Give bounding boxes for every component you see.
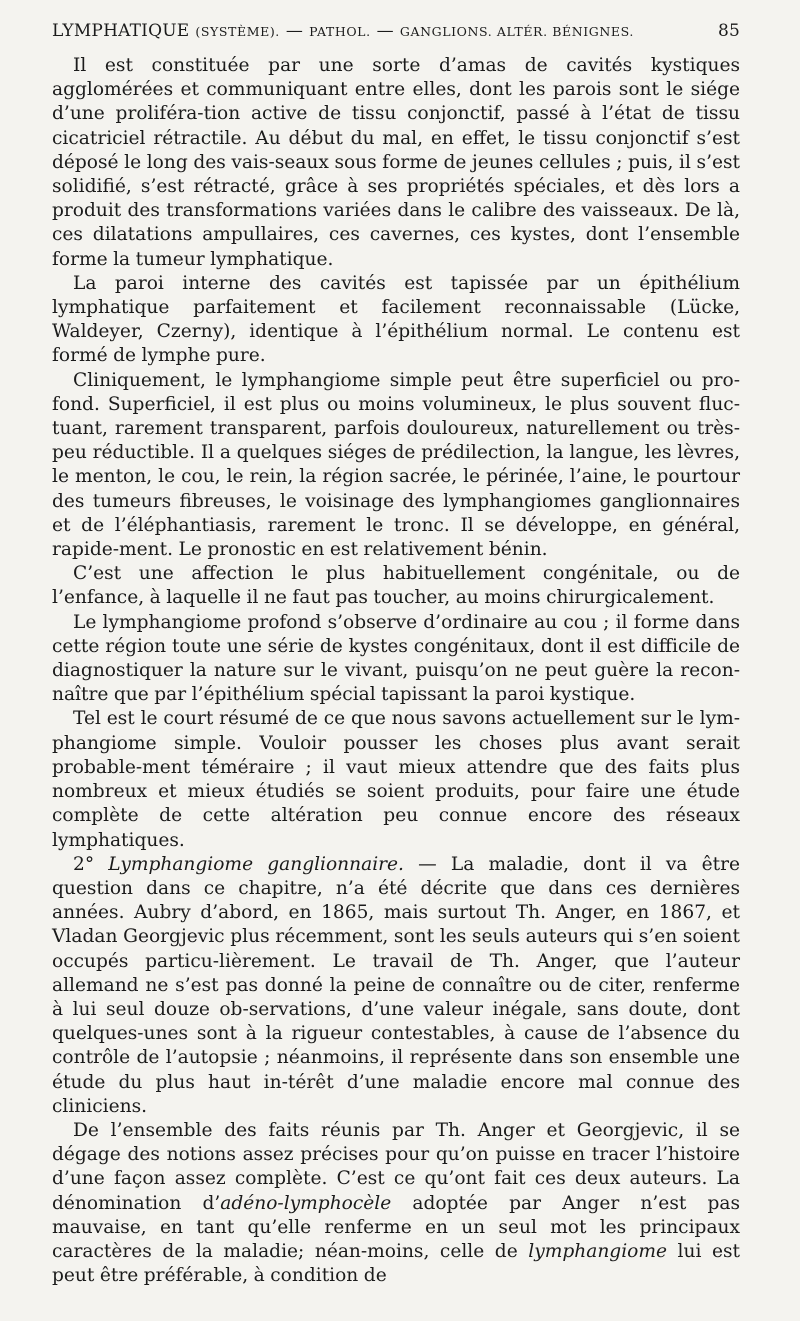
paragraph-2 <box>52 272 740 369</box>
italic-term-adeno-lymphocele: adéno-lymphocèle <box>220 1192 392 1214</box>
header-dash-2: — <box>376 21 394 41</box>
paragraph-text: Il est constituée par une sorte d’amas de cavités kystiques agglomérées et communiquant entre elles, dont les parois sont le siége d’une proliféra-tion active de tissu conjonctif, passé à l’état de tissu cicatriciel rétractile. Au début du mal, en effet, le tissu conjonctif s’est déposé le long des vais-seaux sous forme de jeunes cellules ; puis, il s’est solidifié, s’est rétracté, grâce à ses propriétés spéciales, et dès lors a produit des transformations variées dans le calibre des vaisseaux. De là, ces dilatations ampullaires, ces cavernes, ces kystes, dont l’ensemble forme la tumeur lymphatique. <box>52 55 740 270</box>
paragraph-text: C’est une affection le plus habituellement congénitale, ou de l’enfance, à laquelle il ne faut pas toucher, au moins chirurgicalement. <box>52 563 740 609</box>
running-header <box>52 14 740 48</box>
page-number: 85 <box>717 21 740 41</box>
paragraph-6 <box>52 707 740 852</box>
header-title-paren: (SYSTÈME). <box>195 24 280 39</box>
italic-term-lymphangiome: lymphangiome <box>528 1240 667 1262</box>
header-title: LYMPHATIQUE <box>52 21 190 41</box>
paragraph-text-start: De l’ensemble des faits réunis par Th. Anger et Georgjevic, il se dégage des notions assez précises pour qu’on puisse en tracer l’histoire d’une façon assez complète. C’est ce qu’ont fait ces deux auteurs. La dénomination d’ <box>52 1119 740 1214</box>
paragraph-text: Le lymphangiome profond s’observe d’ordinaire au cou ; il forme dans cette région toute une série de kystes congénitaux, dont il est difficile de diagnostiquer la nature sur le vivant, puisqu’on ne peut guère la recon-naître que par l’épithélium spécial tapissant la paroi kystique. <box>52 611 740 706</box>
header-section: PATHOL. <box>309 24 371 39</box>
section-number: 2° <box>73 853 95 875</box>
paragraph-5 <box>52 611 740 708</box>
paragraph-3 <box>52 369 740 563</box>
paragraph-text: Cliniquement, le lymphangiome simple peut être superficiel ou pro-fond. Superficiel, il est plus ou moins volumineux, le plus souvent fluc-tuant, rarement transparent, parfois douloureux, naturellement ou très-peu réductible. Il a quelques siéges de prédilection, la langue, les lèvres, le menton, le cou, le rein, la région sacrée, le périnée, l’aine, le pourtour des tumeurs fibreuses, le voisinage des lymphangiomes ganglionnaires et de l’éléphantiasis, rarement le tronc. Il se développe, en général, rapide-ment. Le pronostic en est relativement bénin. <box>52 369 740 561</box>
paragraph-text: — La maladie, dont il va être question dans ce chapitre, n’a été décrite que dans ces dernières années. Aubry d’abord, en 1865, mais surtout Th. Anger, en 1867, et Vladan Georgjevic plus récemment, sont les seuls auteurs qui s’en soient occupés particu-lièrement. Le travail de Th. Anger, que l’auteur allemand ne s’est pas donné la peine de connaître ou de citer, renferme à lui seul douze ob-servations, d’une valeur inégale, sans doute, dont quelques-unes sont à la rigueur contestables, à cause de l’absence du contrôle de l’autopsie ; néanmoins, il représente dans son ensemble une étude du plus haut in-térêt d’une maladie encore mal connue des cliniciens. <box>52 853 740 1117</box>
paragraph-7 <box>52 853 740 1119</box>
header-left <box>52 14 634 49</box>
header-dash-1: — <box>285 21 304 41</box>
paragraph-text-middle: adoptée par Anger n’est pas mauvaise, en tant qu’elle renferme en un seul mot les principaux caractères de la maladie; néan-moins, celle de <box>52 1192 740 1262</box>
paragraph-text-end: lui est peut être préférable, à condition de <box>52 1240 740 1287</box>
paragraph-8 <box>52 1119 740 1288</box>
paragraph-text: Tel est le court résumé de ce que nous savons actuellement sur le lym-phangiome simple. Vouloir pousser les choses plus avant serait probable-ment téméraire ; il vaut mieux attendre que des faits plus nombreux et mieux étudiés se soient produits, pour faire une étude complète de cette altération peu connue encore des réseaux lymphatiques. <box>52 708 740 851</box>
paragraph-text: La paroi interne des cavités est tapissée par un épithélium lymphatique parfaitement et facilement reconnaissable (Lücke, Waldeyer, Czerny), identique à l’épithélium normal. Le contenu est formé de lymphe pure. <box>52 272 740 367</box>
header-subsection: GANGLIONS. ALTÉR. BÉNIGNES. <box>399 24 634 39</box>
section-title: Lymphangiome ganglionnaire. <box>108 853 404 875</box>
body-text <box>52 54 740 1288</box>
paragraph-1 <box>52 54 740 272</box>
paragraph-4 <box>52 562 740 610</box>
